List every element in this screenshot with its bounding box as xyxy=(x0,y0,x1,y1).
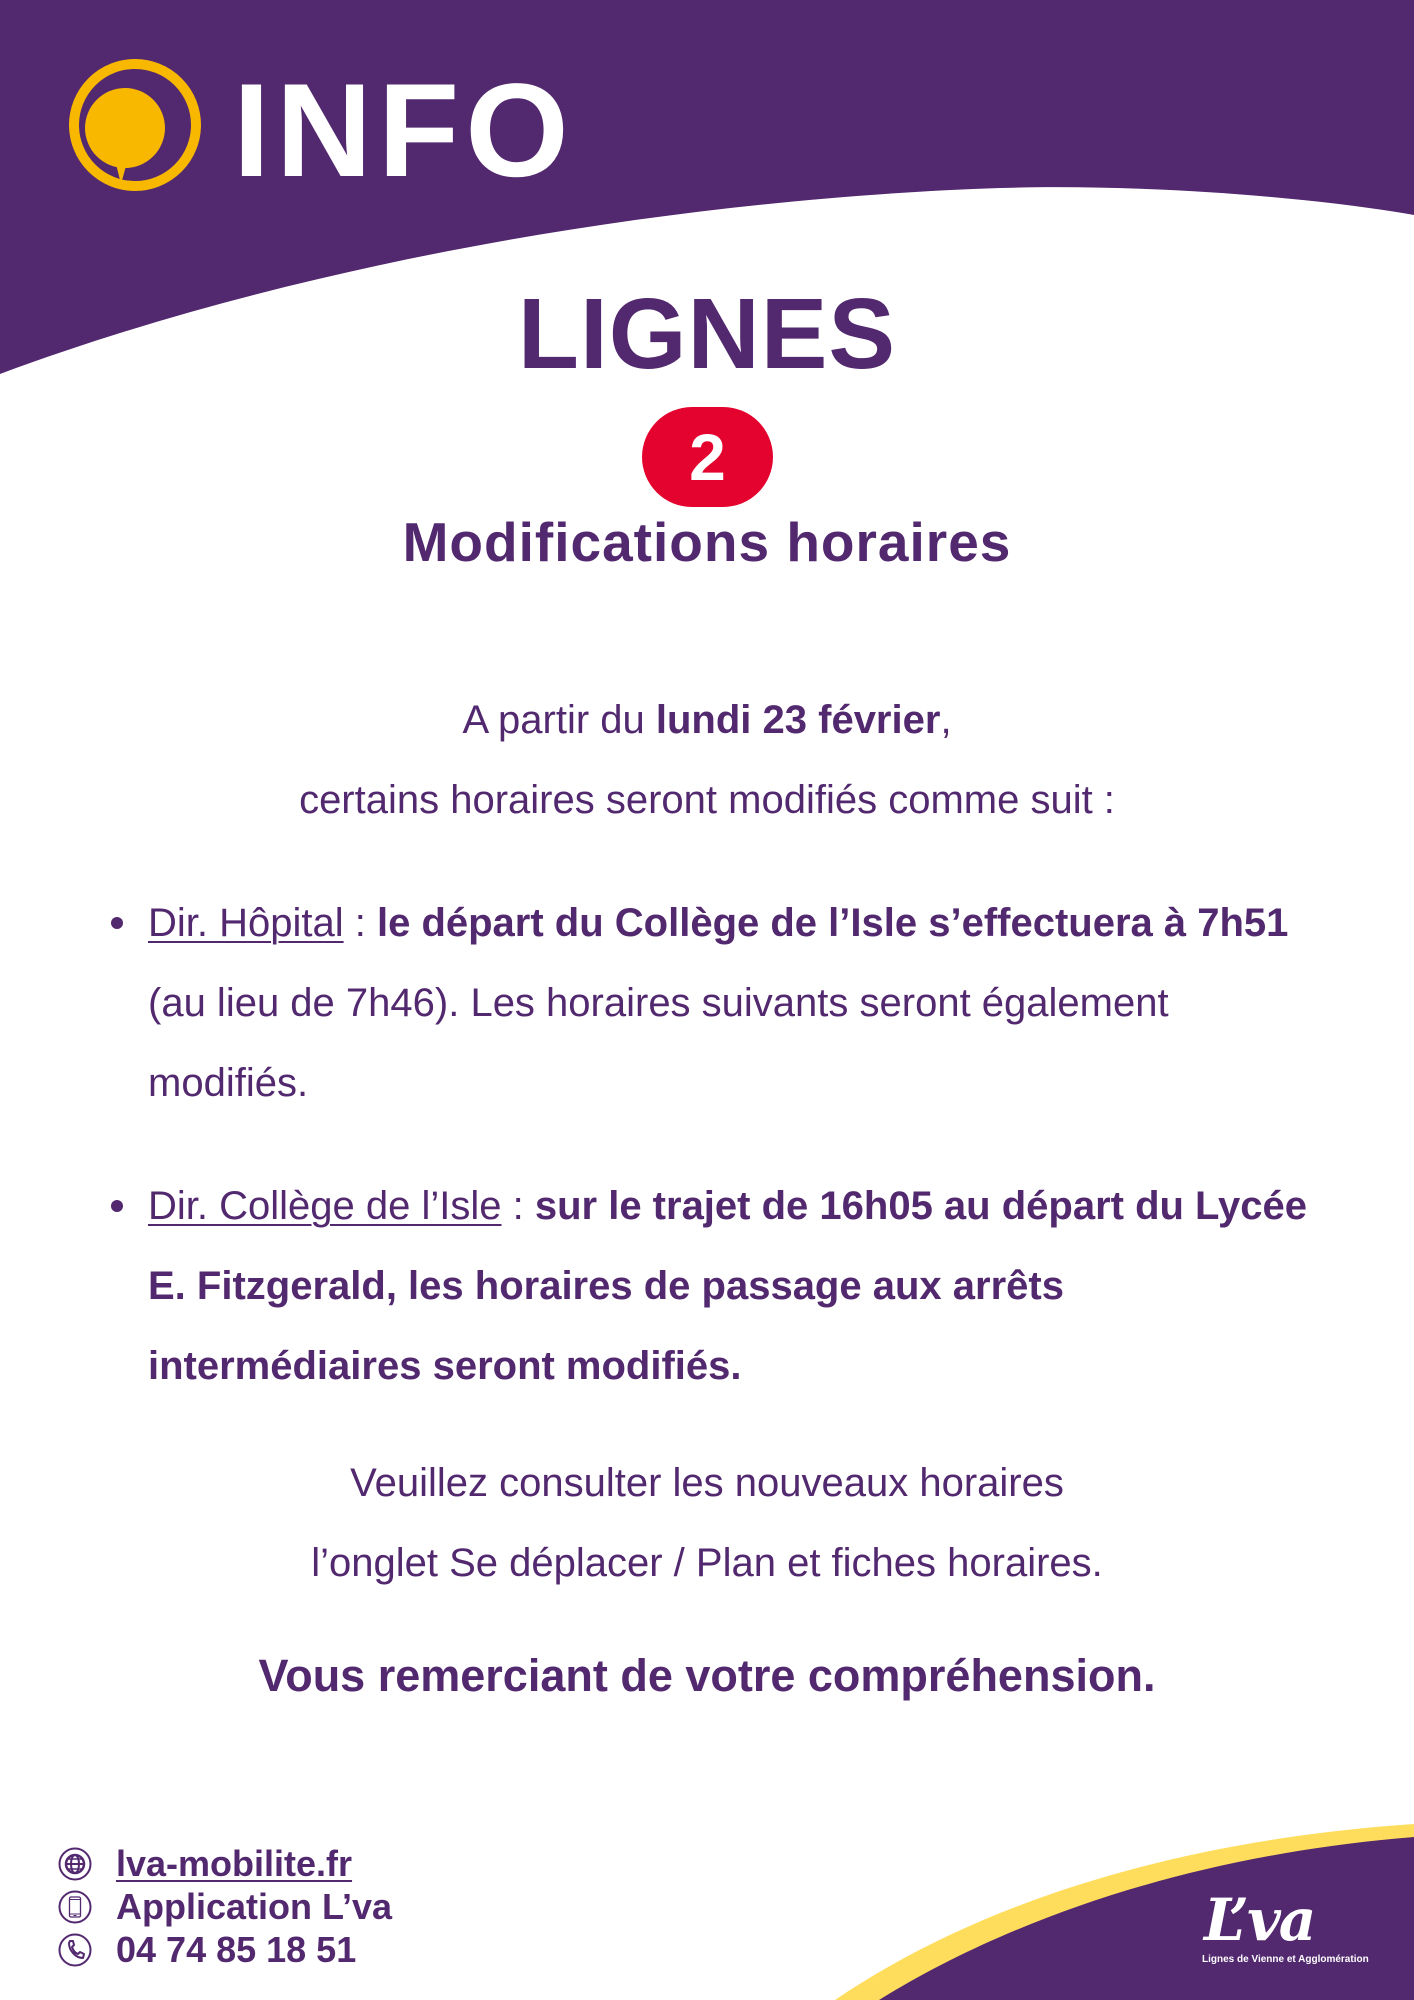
bullet-icon xyxy=(111,1200,123,1212)
intro-suffix: , xyxy=(940,698,952,742)
smartphone-icon xyxy=(58,1890,92,1924)
separator: : xyxy=(501,1184,535,1228)
change-detail: (au lieu de 7h46). Les horaires suivants seront également modifiés. xyxy=(148,981,1169,1105)
lines-heading: LIGNES xyxy=(517,278,897,390)
intro-prefix: A partir du xyxy=(462,698,656,742)
phone-icon xyxy=(58,1933,92,1967)
website-link[interactable]: lva-mobilite.fr xyxy=(116,1843,353,1884)
consult-text xyxy=(0,1443,1414,1603)
consult-line-2: l’onglet Se déplacer / Plan et fiches horaires. xyxy=(311,1541,1103,1585)
intro-text xyxy=(0,680,1414,840)
globe-icon xyxy=(58,1847,92,1881)
list-item xyxy=(148,1166,1318,1406)
speech-bubble-info-icon xyxy=(68,58,202,192)
thanks-text: Vous remerciant de votre compréhension. xyxy=(258,1650,1156,1701)
consult-line-1: Veuillez consulter les nouveaux horaires xyxy=(350,1461,1064,1505)
line-badge: 2 xyxy=(642,407,773,507)
contact-website[interactable] xyxy=(58,1843,658,1884)
direction-label: Dir. Hôpital xyxy=(148,901,344,945)
contact-phone[interactable] xyxy=(58,1929,658,1970)
app-label: Application L’va xyxy=(116,1886,393,1927)
separator: : xyxy=(343,901,377,945)
bullet-icon xyxy=(111,917,123,929)
list-item xyxy=(148,883,1318,1123)
header-title: INFO xyxy=(233,57,575,205)
logo-tagline: Lignes de Vienne et Agglomération xyxy=(1202,1954,1369,1965)
intro-line-1 xyxy=(0,680,1414,760)
direction-label: Dir. Collège de l’Isle xyxy=(148,1184,502,1228)
changes-list xyxy=(148,883,1318,1449)
notice-subtitle: Modifications horaires xyxy=(402,511,1012,573)
contact-app[interactable] xyxy=(58,1886,658,1927)
phone-number[interactable]: 04 74 85 18 51 xyxy=(116,1929,357,1970)
change-detail-bold: sur le trajet de 16h05 au départ du Lycée E. Fitzgerald, les horaires de passage aux arrêts intermédiaires seront modifiés. xyxy=(148,1184,1307,1388)
change-detail-bold: le départ du Collège de l’Isle s’effectuera à 7h51 xyxy=(376,901,1289,945)
logo-mark: L’va xyxy=(1204,1886,1315,1954)
intro-line-2: certains horaires seront modifiés comme suit : xyxy=(299,778,1115,822)
effective-date: lundi 23 février xyxy=(655,698,941,742)
lva-logo xyxy=(1196,1888,1376,1978)
